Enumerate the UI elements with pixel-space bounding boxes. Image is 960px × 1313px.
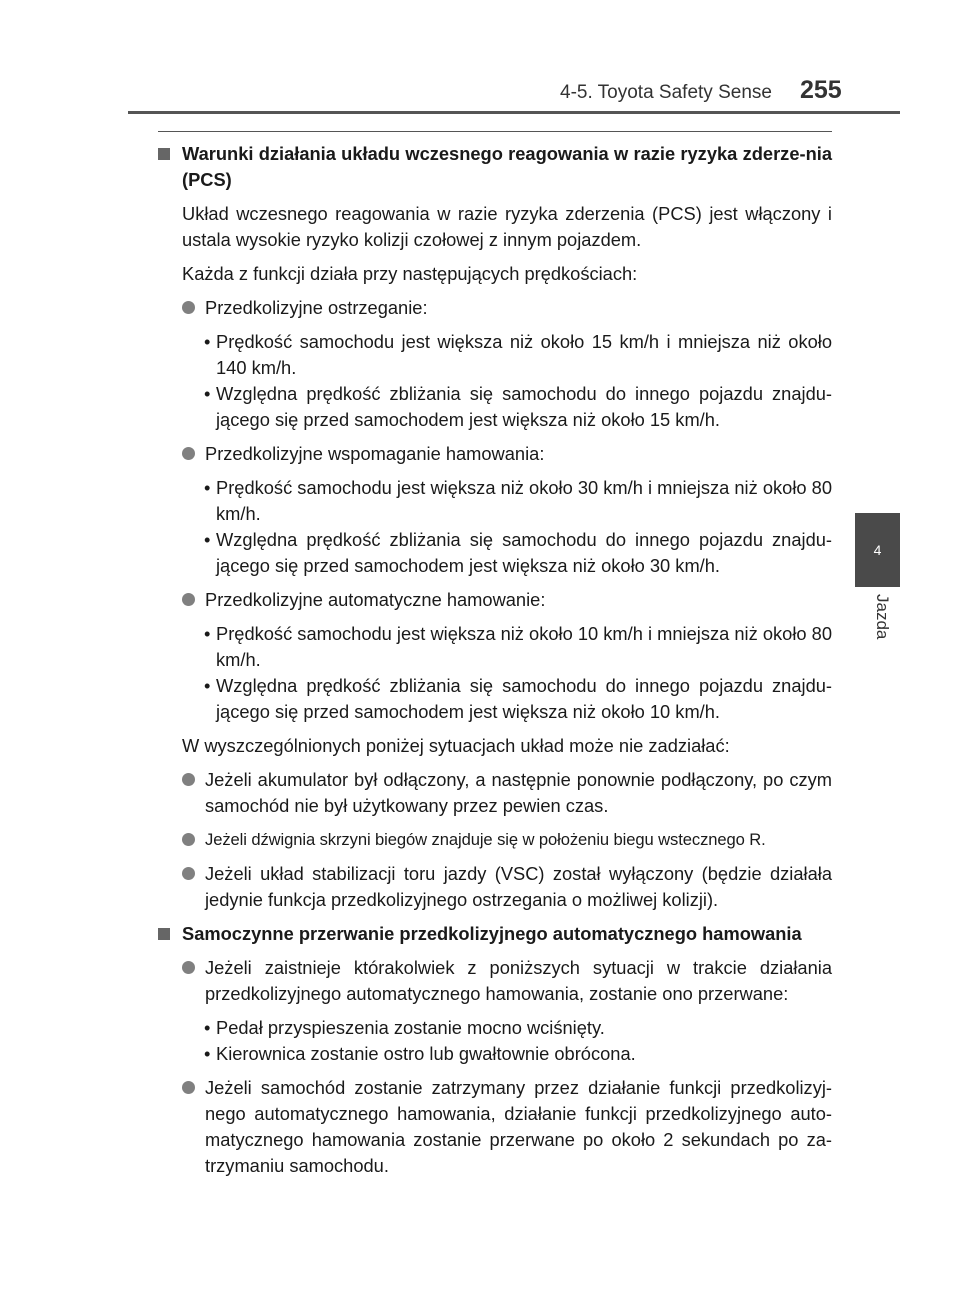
sub-list-item (158, 381, 832, 433)
sub-bullet-mark: • (204, 331, 211, 352)
square-bullet-icon (158, 148, 170, 160)
section-heading (158, 141, 832, 193)
list-item (158, 827, 832, 853)
chapter-label: Jazda (873, 594, 892, 640)
round-bullet-icon (182, 447, 195, 460)
page-number: 255 (800, 76, 842, 104)
sub-list-item-text: Względna prędkość zbliżania się samochodu do innego pojazdu znajdu-jącego się przed samochodem jest większa niż około 10 km/h. (216, 675, 832, 722)
list-item (158, 587, 832, 613)
sub-list-item-text: Prędkość samochodu jest większa niż około 30 km/h i mniejsza niż około 80 km/h. (216, 477, 832, 524)
list-item (158, 441, 832, 467)
sub-bullet-mark: • (204, 383, 211, 404)
section-heading (158, 921, 832, 947)
list-item-text: Jeżeli akumulator był odłączony, a następnie ponownie podłączony, po czym samochód nie był użytkowany przez pewien czas. (205, 769, 832, 816)
sub-bullet-mark: • (204, 623, 211, 644)
chapter-number: 4 (873, 542, 882, 558)
sub-list-item (158, 1015, 832, 1041)
sub-list-item-text: Względna prędkość zbliżania się samochodu do innego pojazdu znajdu-jącego się przed samochodem jest większa niż około 15 km/h. (216, 383, 832, 430)
round-bullet-icon (182, 301, 195, 314)
list-item (158, 295, 832, 321)
header-rule (128, 111, 900, 114)
page-content (158, 141, 832, 1187)
round-bullet-icon (182, 867, 195, 880)
sub-bullet-mark: • (204, 1043, 211, 1064)
list-item (158, 767, 832, 819)
sub-list (158, 329, 832, 433)
sub-bullet-mark: • (204, 1017, 211, 1038)
section-heading-text: Samoczynne przerwanie przedkolizyjnego automatycznego hamowania (182, 923, 802, 944)
round-bullet-icon (182, 961, 195, 974)
content-rule (158, 131, 832, 132)
sub-list-item-text: Kierownica zostanie ostro lub gwałtownie obrócona. (216, 1043, 636, 1064)
list-item-text: Jeżeli zaistnieje którakolwiek z poniższych sytuacji w trakcie działania przedkolizyjnego automatycznego hamowania, zostanie ono przerwane: (205, 957, 832, 1004)
round-bullet-icon (182, 1081, 195, 1094)
list-item-text: Jeżeli dźwignia skrzyni biegów znajduje się w położeniu biegu wstecznego R. (205, 830, 766, 849)
sub-list (158, 1015, 832, 1067)
sub-bullet-mark: • (204, 529, 211, 550)
sub-list-item (158, 1041, 832, 1067)
round-bullet-icon (182, 773, 195, 786)
sub-list-item (158, 329, 832, 381)
sub-list-item-text: Pedał przyspieszenia zostanie mocno wciśnięty. (216, 1017, 605, 1038)
list-item (158, 861, 832, 913)
list-item-text: Przedkolizyjne ostrzeganie: (205, 297, 428, 318)
sub-list-item-text: Prędkość samochodu jest większa niż około 10 km/h i mniejsza niż około 80 km/h. (216, 623, 832, 670)
round-bullet-icon (182, 593, 195, 606)
chapter-tab (855, 513, 900, 587)
sub-list-item (158, 621, 832, 673)
sub-list (158, 475, 832, 579)
list-item-text: Jeżeli samochód zostanie zatrzymany przez działanie funkcji przedkolizyj-nego automatycznego hamowania, działanie funkcji przedkolizyjnego auto-matycznego hamowania zostanie przerwane po około 2 sekundach po za-trzymaniu samochodu. (205, 1077, 832, 1176)
list-item-text: Przedkolizyjne wspomaganie hamowania: (205, 443, 545, 464)
sub-list-item (158, 475, 832, 527)
sub-list-item (158, 527, 832, 579)
list-item-text: Przedkolizyjne automatyczne hamowanie: (205, 589, 546, 610)
paragraph: Układ wczesnego reagowania w razie ryzyka zderzenia (PCS) jest włączony i ustala wysokie ryzyko kolizji czołowej z innym pojazdem. (182, 203, 832, 250)
sub-list-item-text: Względna prędkość zbliżania się samochodu do innego pojazdu znajdu-jącego się przed samochodem jest większa niż około 30 km/h. (216, 529, 832, 576)
paragraph: W wyszczególnionych poniżej sytuacjach układ może nie zadziałać: (182, 735, 730, 756)
sub-list-item-text: Prędkość samochodu jest większa niż około 15 km/h i mniejsza niż około 140 km/h. (216, 331, 832, 378)
paragraph: Każda z funkcji działa przy następujących prędkościach: (182, 263, 638, 284)
list-item (158, 1075, 832, 1179)
square-bullet-icon (158, 928, 170, 940)
section-heading-text: Warunki działania układu wczesnego reagowania w razie ryzyka zderze-nia (PCS) (182, 143, 832, 190)
round-bullet-icon (182, 833, 195, 846)
list-item (158, 955, 832, 1007)
sub-list-item (158, 673, 832, 725)
list-item-text: Jeżeli układ stabilizacji toru jazdy (VSC) został wyłączony (będzie działała jedynie funkcja przedkolizyjnego ostrzegania o możliwej kolizji). (205, 863, 832, 910)
sub-bullet-mark: • (204, 477, 211, 498)
section-title: 4-5. Toyota Safety Sense (560, 82, 772, 103)
sub-list (158, 621, 832, 725)
sub-bullet-mark: • (204, 675, 211, 696)
